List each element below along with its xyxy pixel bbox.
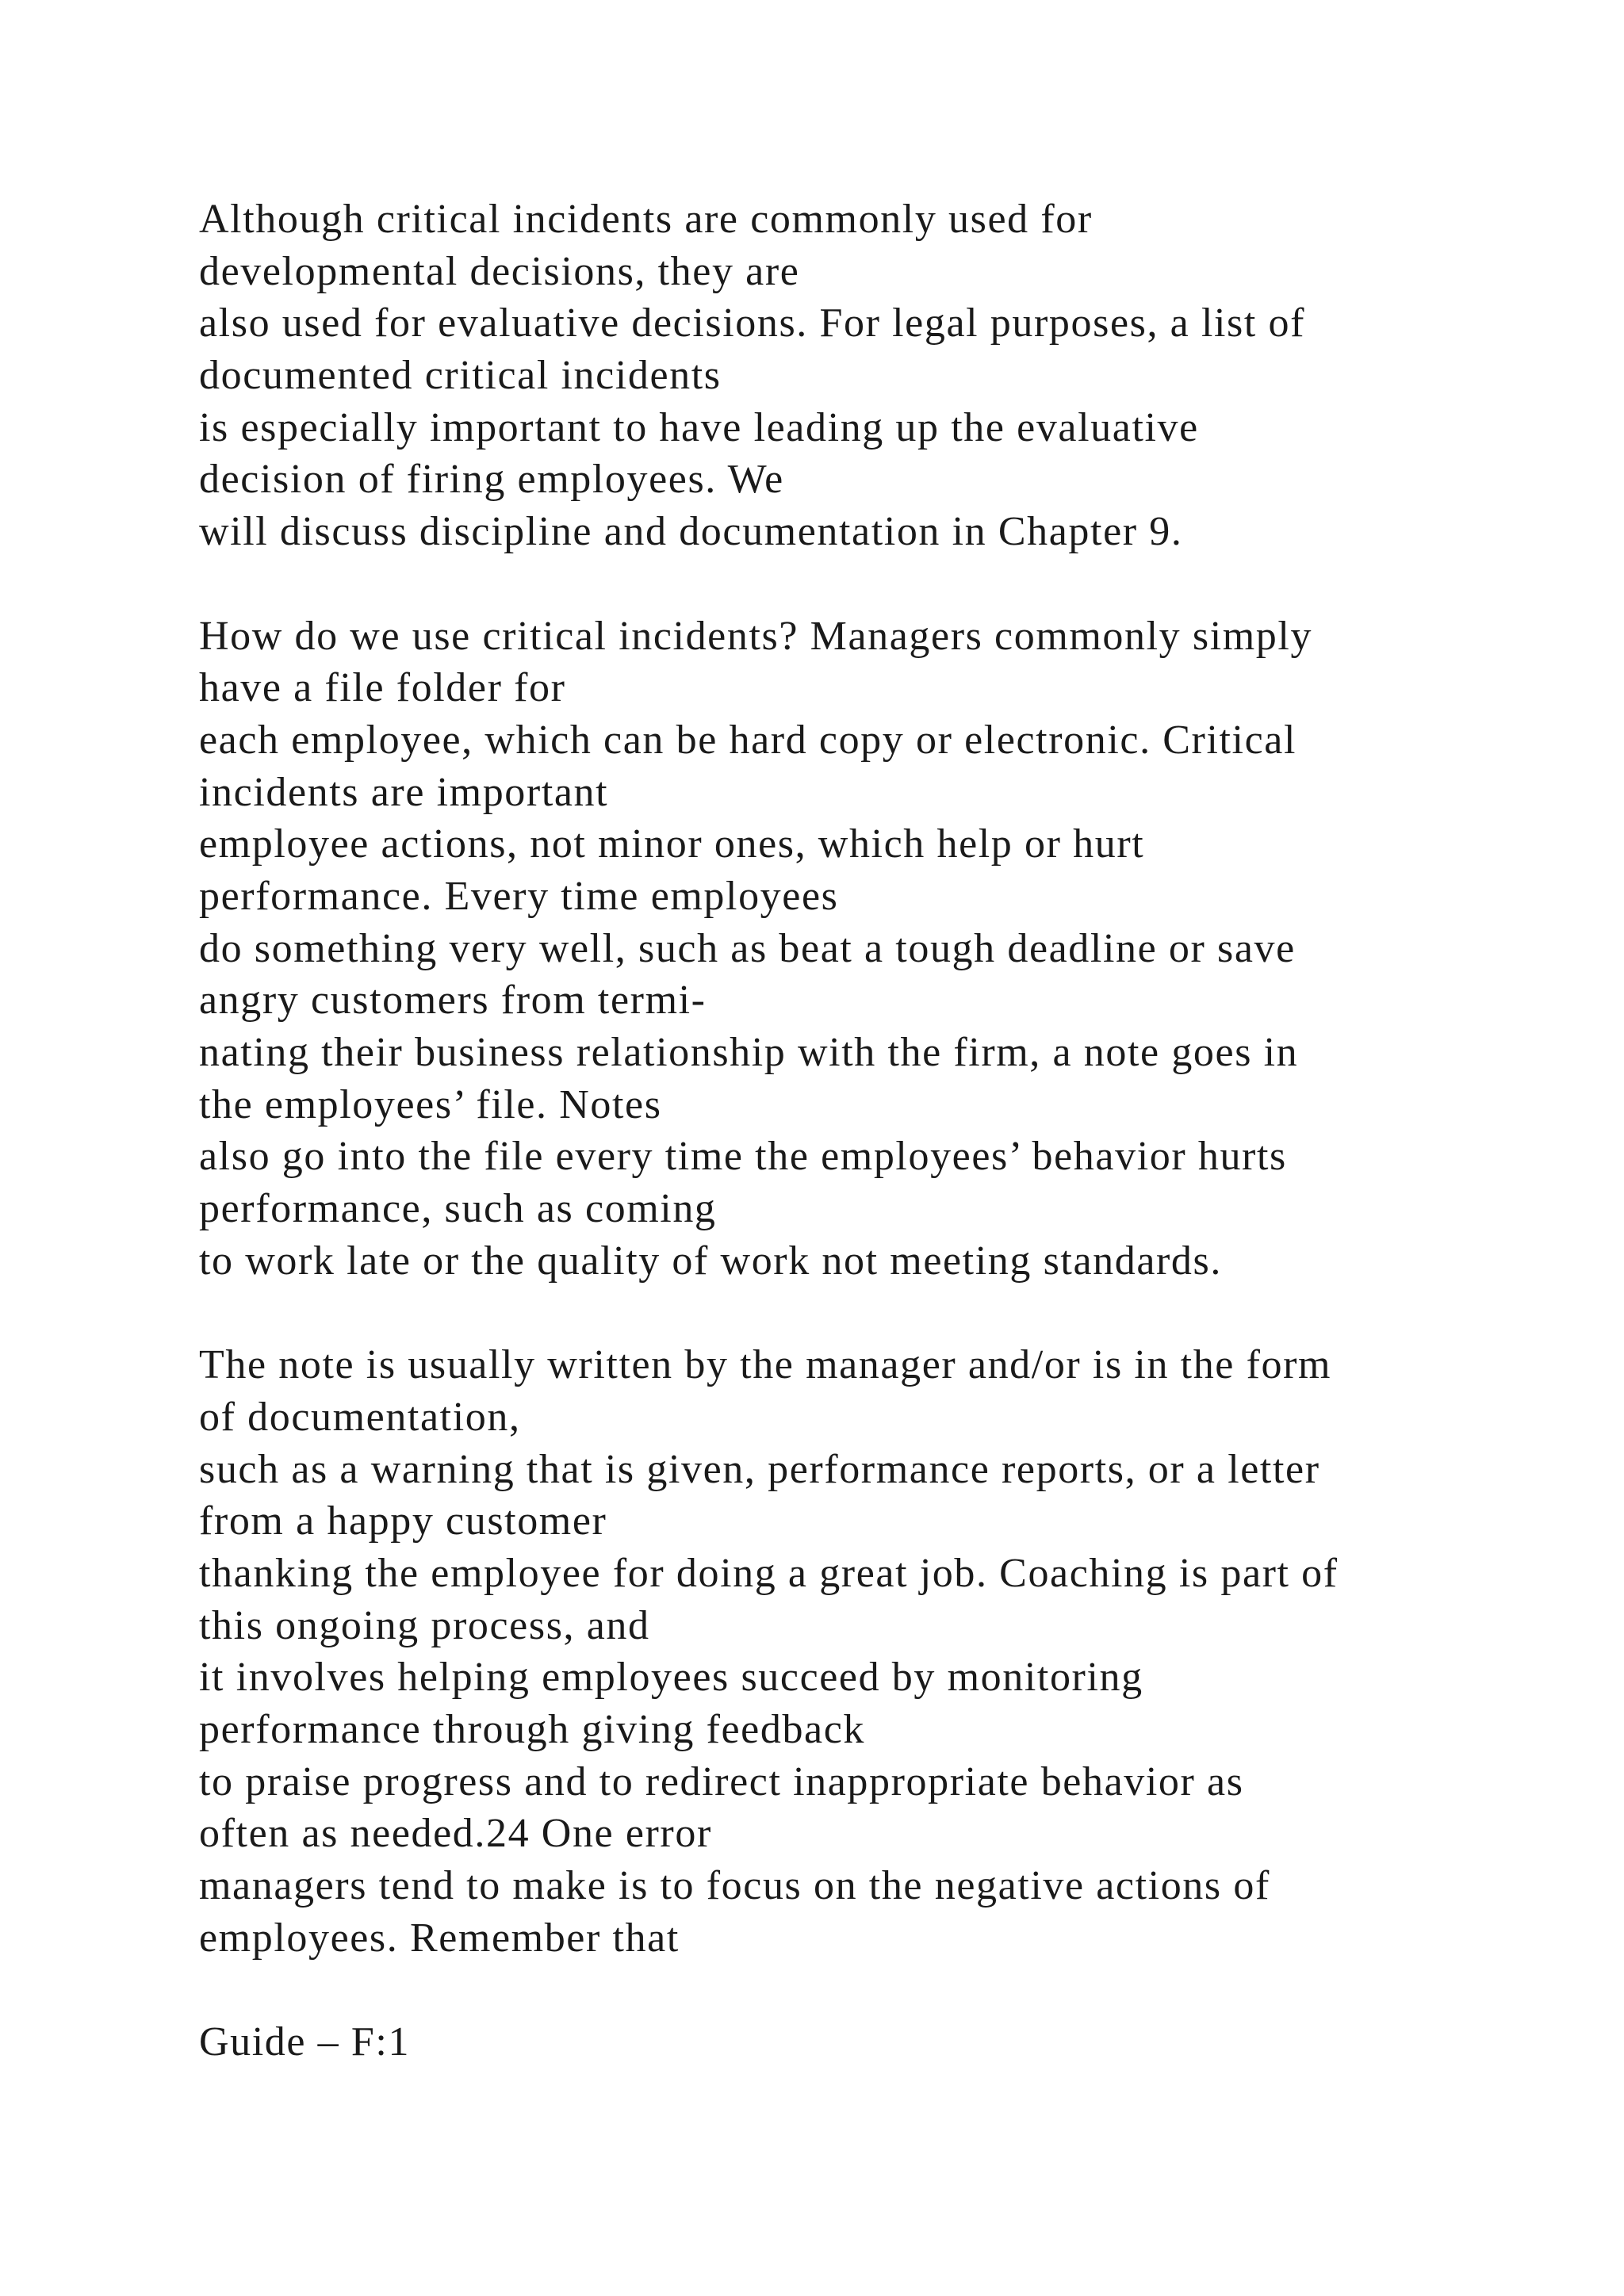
- text-line: nating their business relationship with the firm, a note goes in: [199, 1030, 1299, 1075]
- text-line: developmental decisions, they are: [199, 248, 800, 294]
- paragraph-gap: [199, 1287, 1500, 1339]
- paragraph-3: [199, 1339, 1500, 1964]
- text-line: such as a warning that is given, performance reports, or a letter: [199, 1446, 1320, 1492]
- text-line: employees. Remember that: [199, 1915, 680, 1961]
- text-line: documented critical incidents: [199, 353, 722, 399]
- text-line: from a happy customer: [199, 1498, 607, 1544]
- text-line: incidents are important: [199, 769, 609, 815]
- paragraph-gap: [199, 558, 1500, 610]
- text-line: this ongoing process, and: [199, 1602, 650, 1648]
- text-line: each employee, which can be hard copy or electronic. Critical: [199, 717, 1297, 763]
- text-line: do something very well, such as beat a tough deadline or save: [199, 925, 1296, 971]
- footer-guide-label: Guide – F:1: [199, 2019, 411, 2065]
- text-line: angry customers from termi-: [199, 978, 707, 1024]
- page-footer: [199, 2016, 1500, 2068]
- text-line: to praise progress and to redirect inappropriate behavior as: [199, 1758, 1244, 1804]
- text-line: also used for evaluative decisions. For legal purposes, a list of: [199, 300, 1306, 346]
- paragraph-gap: [199, 1964, 1500, 2016]
- paragraph-2: [199, 610, 1500, 1288]
- text-line: performance. Every time employees: [199, 873, 839, 919]
- text-line: to work late or the quality of work not meeting standards.: [199, 1238, 1222, 1284]
- text-line: have a file folder for: [199, 665, 566, 711]
- text-line: performance through giving feedback: [199, 1706, 866, 1752]
- text-line: decision of firing employees. We: [199, 457, 784, 503]
- text-line: employee actions, not minor ones, which help or hurt: [199, 821, 1145, 867]
- text-line: it involves helping employees succeed by monitoring: [199, 1655, 1143, 1701]
- paragraph-1: [199, 193, 1500, 558]
- document-body: [199, 193, 1500, 2068]
- text-line: The note is usually written by the manager and/or is in the form: [199, 1342, 1332, 1388]
- text-line: also go into the file every time the employees’ behavior hurts: [199, 1134, 1287, 1180]
- text-line: of documentation,: [199, 1394, 521, 1440]
- text-line: often as needed.24 One error: [199, 1811, 712, 1857]
- text-line: the employees’ file. Notes: [199, 1081, 662, 1127]
- text-line: performance, such as coming: [199, 1186, 717, 1232]
- text-line: will discuss discipline and documentation in Chapter 9.: [199, 509, 1183, 555]
- text-line: How do we use critical incidents? Managers commonly simply: [199, 613, 1313, 659]
- text-line: Although critical incidents are commonly used for: [199, 197, 1093, 242]
- text-line: managers tend to make is to focus on the negative actions of: [199, 1863, 1270, 1908]
- text-line: is especially important to have leading up the evaluative: [199, 404, 1199, 450]
- text-line: thanking the employee for doing a great job. Coaching is part of: [199, 1550, 1339, 1596]
